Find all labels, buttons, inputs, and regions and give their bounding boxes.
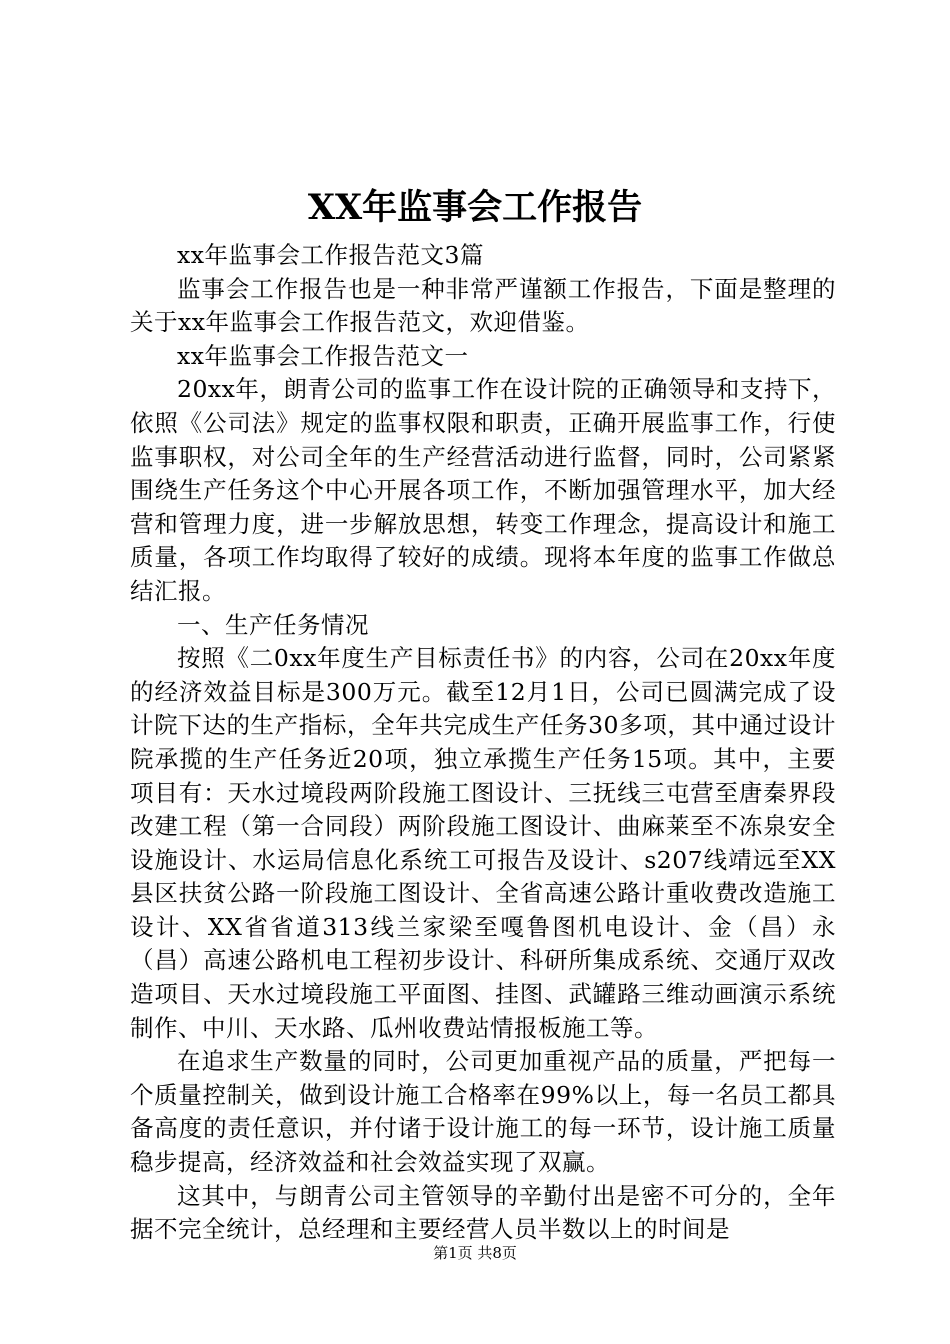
- paragraph-leadership: 这其中，与朗青公司主管领导的辛勤付出是密不可分的，全年据不完全统计，总经理和主要经营人员半数以上的时间是: [130, 1181, 836, 1244]
- paragraph-subtitle: xx年监事会工作报告范文3篇: [177, 241, 484, 269]
- paragraph-overview: 20xx年，朗青公司的监事工作在设计院的正确领导和支持下，依照《公司法》规定的监事权限和职责，正确开展监事工作，行使监事职权，对公司全年的生产经营活动进行监督，同时，公司紧紧围绕生产任务这个中心开展各项工作，不断加强管理水平，加大经营和管理力度，进一步解放思想，转变工作理念，提高设计和施工质量，各项工作均取得了较好的成绩。现将本年度的监事工作做总结汇报。: [130, 375, 836, 605]
- paragraph-intro: 监事会工作报告也是一种非常严谨额工作报告，下面是整理的关于xx年监事会工作报告范文，欢迎借鉴。: [130, 274, 836, 337]
- paragraph-section-heading: xx年监事会工作报告范文一: [177, 341, 469, 370]
- document-body: [130, 239, 836, 1247]
- document-title: XX年监事会工作报告: [307, 187, 643, 228]
- paragraph-heading-production: 一、生产任务情况: [177, 610, 369, 639]
- paragraph-production-tasks: 按照《二0xx年度生产目标责任书》的内容，公司在20xx年度的经济效益目标是300万元。截至12月1日，公司已圆满完成了设计院下达的生产指标，全年共完成生产任务30多项，其中通过设计院承揽的生产任务近20项，独立承揽生产任务15项。其中，主要项目有：天水过境段两阶段施工图设计、三抚线三屯营至唐秦界段改建工程（第一合同段）两阶段施工图设计、曲麻莱至不冻泉安全设施设计、水运局信息化系统工可报告及设计、s207线靖远至XX县区扶贫公路一阶段施工图设计、全省高速公路计重收费改造施工设计、XX省省道313线兰家梁至嘎鲁图机电设计、金（昌）永（昌）高速公路机电工程初步设计、科研所集成系统、交通厅双改造项目、天水过境段施工平面图、挂图、武罐路三维动画演示系统制作、中川、天水路、瓜州收费站情报板施工等。: [130, 644, 836, 1042]
- paragraph-quality: 在追求生产数量的同时，公司更加重视产品的质量，严把每一个质量控制关，做到设计施工合格率在99%以上，每一名员工都具备高度的责任意识，并付诸于设计施工的每一环节，设计施工质量稳步提高，经济效益和社会效益实现了双赢。: [130, 1047, 836, 1177]
- page-number: 第1页 共8页: [433, 1244, 517, 1262]
